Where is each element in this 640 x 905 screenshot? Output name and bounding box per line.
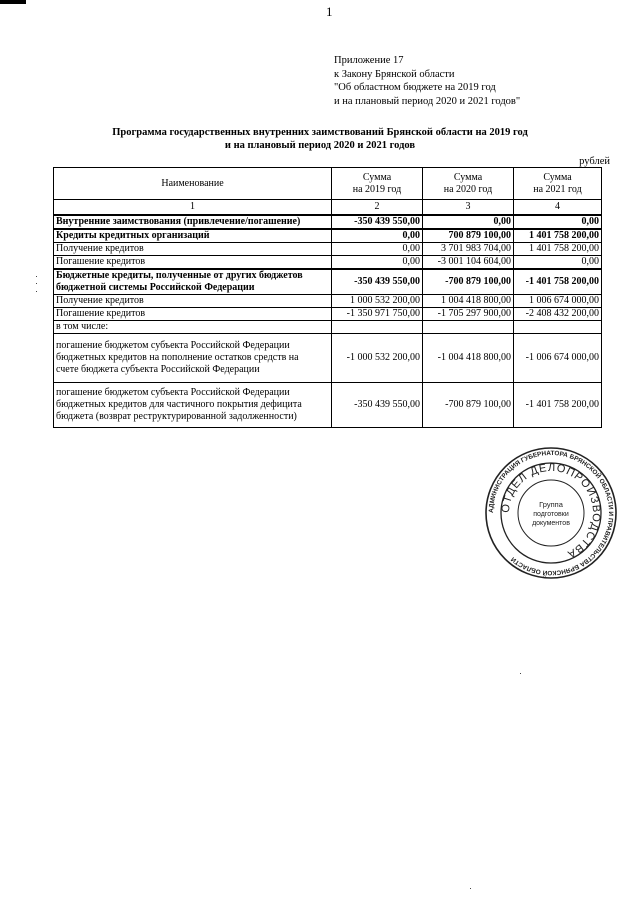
row-name-line-3: бюджета (возврат реструктурированной задолженности) (56, 411, 297, 422)
row-value-2019: 0,00 (332, 243, 423, 256)
row-value-2020: -700 879 100,00 (423, 269, 514, 295)
row-value-2019: -1 350 971 750,00 (332, 308, 423, 321)
column-index-1: 1 (54, 200, 332, 216)
row-value-2020: -700 879 100,00 (423, 383, 514, 428)
row-value-2020: -1 004 418 800,00 (423, 334, 514, 383)
row-name: Внутренние заимствования (привлечение/погашение) (54, 215, 332, 229)
row-value-2020: 1 004 418 800,00 (423, 295, 514, 308)
stamp-outer-text-path: АДМИНИСТРАЦИЯ ГУБЕРНАТОРА БРЯНСКОЙ ОБЛАСТИ И ПРАВИТЕЛЬСТВА БРЯНСКОЙ ОБЛАСТИ (487, 449, 615, 577)
row-name (54, 383, 332, 428)
table-row (54, 215, 602, 229)
header-2021-line-1: Сумма (543, 171, 572, 183)
row-value-2019: 0,00 (332, 256, 423, 270)
office-stamp (484, 446, 618, 580)
row-name (54, 334, 332, 383)
row-value-2019: -350 439 550,00 (332, 383, 423, 428)
row-value-2021: 0,00 (514, 215, 602, 229)
row-value-2020: 0,00 (423, 215, 514, 229)
borrowing-program-table (53, 167, 602, 428)
row-name: Кредиты кредитных организаций (54, 229, 332, 243)
row-name-line-1: погашение бюджетом субъекта Российской Федерации (56, 340, 290, 351)
row-value-2021: 0,00 (514, 256, 602, 270)
row-name-line-2: бюджетной системы Российской Федерации (56, 282, 255, 293)
row-value-2021: 1 401 758 200,00 (514, 243, 602, 256)
row-name (54, 269, 332, 295)
scan-speck (520, 673, 521, 674)
row-value-2020: -3 001 104 604,00 (423, 256, 514, 270)
row-name-line-1: Бюджетные кредиты, полученные от других бюджетов (56, 270, 303, 281)
row-value-2019: -1 000 532 200,00 (332, 334, 423, 383)
header-2019-line-1: Сумма (362, 171, 392, 183)
table-row (54, 334, 602, 383)
row-value-2019: 0,00 (332, 229, 423, 243)
row-value-2021 (514, 321, 602, 334)
page-number: 1 (326, 4, 333, 19)
row-name: Погашение кредитов (54, 256, 332, 270)
row-value-2020: -1 705 297 900,00 (423, 308, 514, 321)
appendix-line-1: Приложение 17 (334, 55, 404, 66)
currency-unit: рублей (579, 156, 610, 167)
row-name: Получение кредитов (54, 243, 332, 256)
row-name: в том числе: (54, 321, 332, 334)
appendix-line-2: к Закону Брянской области (334, 68, 455, 80)
scan-speck (36, 276, 37, 277)
row-name: Погашение кредитов (54, 308, 332, 321)
appendix-line-4: и на плановый период 2020 и 2021 годов" (334, 95, 521, 107)
table-row (54, 256, 602, 270)
scan-speck (36, 291, 37, 292)
stamp-ring-text-path: ОТДЕЛ ДЕЛОПРОИЗВОДСТВА (499, 461, 603, 561)
row-value-2021: 1 401 758 200,00 (514, 229, 602, 243)
stamp-center-line-3: документов (532, 520, 570, 527)
row-value-2019 (332, 321, 423, 334)
table-row (54, 269, 602, 295)
row-value-2021: 1 006 674 000,00 (514, 295, 602, 308)
row-value-2020 (423, 321, 514, 334)
header-2020 (423, 168, 514, 200)
corner-scan-mark (0, 0, 26, 4)
table-row (54, 243, 602, 256)
row-name: Получение кредитов (54, 295, 332, 308)
header-name: Наименование (54, 168, 332, 200)
column-index-3: 3 (423, 200, 514, 216)
header-2020-line-1: Сумма (453, 171, 483, 183)
table-row (54, 295, 602, 308)
title-line-1: Программа государственных внутренних заимствований Брянской области на 2019 год (112, 127, 528, 138)
document-title (80, 126, 560, 152)
row-value-2021: -1 006 674 000,00 (514, 334, 602, 383)
title-line-2: и на плановый период 2020 и 2021 годов (224, 140, 416, 151)
row-name-line-3: счете бюджета субъекта Российской Федерации (56, 364, 260, 375)
header-2020-line-2: на 2020 год (443, 183, 493, 195)
row-value-2019: 1 000 532 200,00 (332, 295, 423, 308)
header-2019 (332, 168, 423, 200)
row-value-2021: -1 401 758 200,00 (514, 269, 602, 295)
row-name-line-1: погашение бюджетом субъекта Российской Федерации (56, 387, 290, 398)
scan-speck (470, 888, 471, 889)
row-name-line-2: бюджетных кредитов для частичного покрытия дефицита (56, 399, 302, 410)
header-2019-line-2: на 2019 год (352, 183, 402, 195)
header-2021 (514, 168, 602, 200)
table-row (54, 308, 602, 321)
row-name-line-2: бюджетных кредитов на пополнение остатков средств на (56, 352, 299, 363)
table-row (54, 229, 602, 243)
column-index-row (54, 200, 602, 216)
row-value-2021: -2 408 432 200,00 (514, 308, 602, 321)
row-value-2020: 700 879 100,00 (423, 229, 514, 243)
header-2021-line-2: на 2021 год (533, 183, 582, 195)
scan-speck (36, 283, 37, 284)
row-value-2019: -350 439 550,00 (332, 269, 423, 295)
row-value-2019: -350 439 550,00 (332, 215, 423, 229)
stamp-center-line-1: Группа (539, 500, 563, 509)
appendix-line-3: "Об областном бюджете на 2019 год (334, 82, 496, 93)
column-index-4: 4 (514, 200, 602, 216)
appendix-note (334, 54, 520, 108)
table-header-row (54, 168, 602, 200)
row-value-2020: 3 701 983 704,00 (423, 243, 514, 256)
table-row (54, 321, 602, 334)
stamp-center-line-2: подготовки (533, 511, 569, 518)
table-row (54, 383, 602, 428)
column-index-2: 2 (332, 200, 423, 216)
row-value-2021: -1 401 758 200,00 (514, 383, 602, 428)
